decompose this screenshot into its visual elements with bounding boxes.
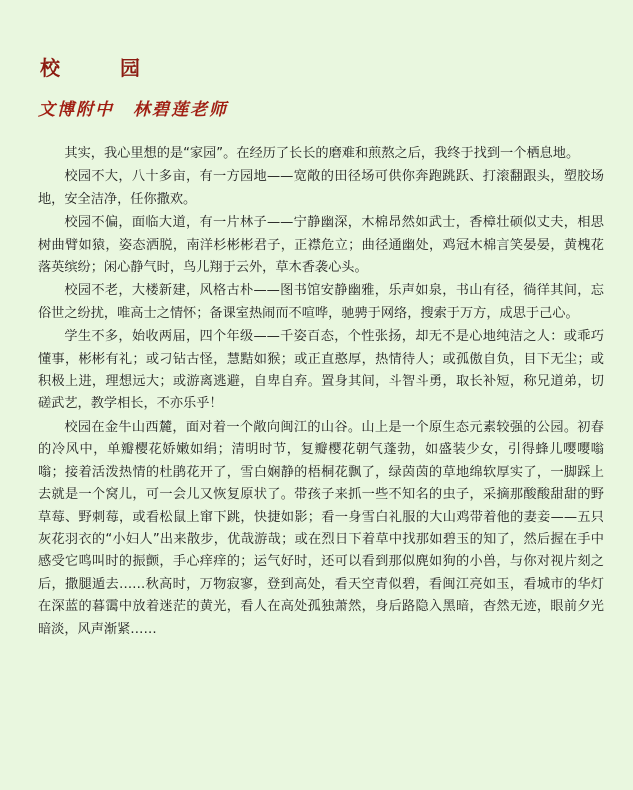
paragraph: 校园不偏，面临大道，有一片林子——宁静幽深，木棉昂然如武士，香樟壮硕似丈夫，相思树曲臂如猿，姿态洒脱，南洋杉彬彬君子，正襟危立；曲径通幽处，鸡冠木棉言笑晏晏，黄槐花落英缤纷；闲心静气时，鸟儿翔于云外，草木香袭心头。 xyxy=(38,215,604,276)
article-body xyxy=(38,143,604,642)
paragraph: 校园不老，大楼新建，风格古朴——图书馆安静幽雅，乐声如泉，书山有径，徜徉其间，忘俗世之纷扰，唯高士之情怀；备课室热闹而不喧哗，驰骋于网络，搜索于万方，成思于己心。 xyxy=(38,283,604,321)
document-title: 校 园 xyxy=(40,56,160,80)
paragraph: 其实，我心里想的是“家园”。在经历了长长的磨难和煎熬之后，我终于找到一个栖息地。 xyxy=(64,146,580,161)
paragraph: 学生不多，始收两届，四个年级——千姿百态，个性张扬，却无不是心地纯洁之人：或乖巧懂事，彬彬有礼；或刁钻古怪，慧黠如猴；或正直憨厚，热情待人；或孤傲自负，目下无尘；或积极上进，理想远大；或游离逃避，自卑自弃。置身其间，斗智斗勇，取长补短，称兄道弟，切磋武艺，教学相长，不亦乐乎！ xyxy=(38,329,604,412)
paragraph: 校园不大，八十多亩，有一方园地——宽敞的田径场可供你奔跑跳跃、打滚翻跟头，塑胶场地，安全洁净，任你撒欢。 xyxy=(38,169,604,207)
paragraph: 校园在金牛山西麓，面对着一个敞向闽江的山谷。山上是一个原生态元素较强的公园。初春的冷风中，单瓣樱花娇嫩如绢；清明时节，复瓣樱花朝气蓬勃，如盛装少女，引得蜂儿嘤嘤嗡嗡；接着活泼热情的杜鹃花开了，雪白娴静的梧桐花飘了，绿茵茵的草地绵软厚实了，一脚踩上去就是一个窝儿，可一会儿又恢复原状了。带孩子来抓一些不知名的虫子，采摘那酸酸甜甜的野草莓、野刺莓，或看松鼠上窜下跳，快捷如影；看一身雪白礼服的大山鸡带着他的妻妾——五只灰花羽衣的“小妇人”出来散步，优哉游哉；或在烈日下着草中找那如碧玉的知了，然后握在手中感受它鸣叫时的振颤，手心痒痒的；运气好时，还可以看到那似麂如狗的小兽，与你对视片刻之后，撒腿遁去……秋高时，万物寂寥，登到高处，看天空青似碧，看闽江亮如玉，看城市的华灯在深蓝的暮霭中放着迷茫的黄光，看人在高处孤独萧然，身后路隐入黑暗，杳然无迹，眼前夕光暗淡，风声渐紧…… xyxy=(38,419,604,637)
author-byline: 文博附中 林碧莲老师 xyxy=(38,100,228,120)
